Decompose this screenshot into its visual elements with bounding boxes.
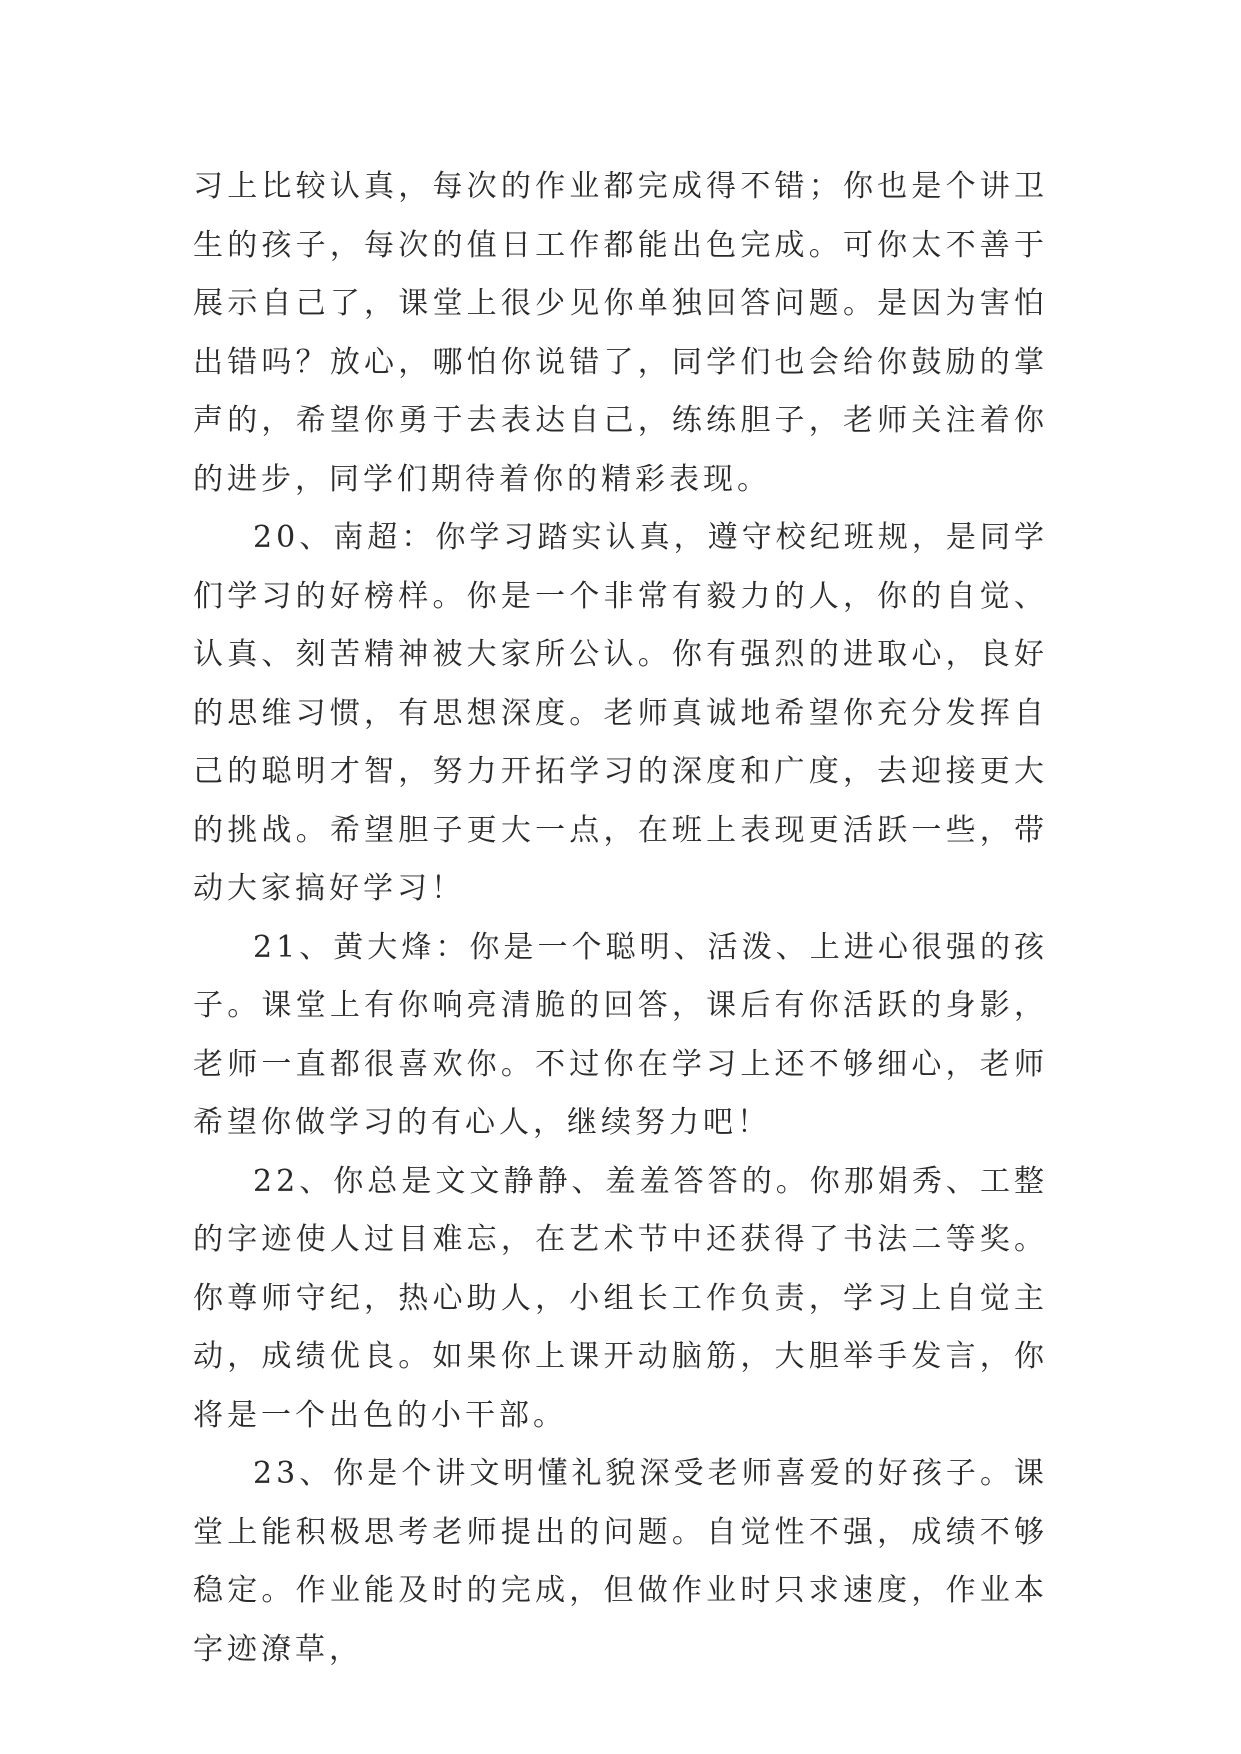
paragraph-20: 20、南超：你学习踏实认真，遵守校纪班规，是同学们学习的好榜样。你是一个非常有毅力的人，你的自觉、认真、刻苦精神被大家所公认。你有强烈的进取心，良好的思维习惯，有思想深度。老师真诚地希望你充分发挥自己的聪明才智，努力开拓学习的深度和广度，去迎接更大的挑战。希望胆子更大一点，在班上表现更活跃一些，带动大家搞好学习！: [193, 520, 1048, 906]
paragraph-21: 21、黄大烽：你是一个聪明、活泼、上进心很强的孩子。课堂上有你响亮清脆的回答，课后有你活跃的身影，老师一直都很喜欢你。不过你在学习上还不够细心，老师希望你做学习的有心人，继续努力吧！: [193, 929, 1048, 1140]
paragraph-22: 22、你总是文文静静、羞羞答答的。你那娟秀、工整的字迹使人过目难忘，在艺术节中还获得了书法二等奖。你尊师守纪，热心助人，小组长工作负责，学习上自觉主动，成绩优良。如果你上课开动脑筋，大胆举手发言，你将是一个出色的小干部。: [193, 1163, 1048, 1433]
document-body: [193, 158, 1048, 1679]
paragraph-continued: 习上比较认真，每次的作业都完成得不错；你也是个讲卫生的孩子，每次的值日工作都能出色完成。可你太不善于展示自己了，课堂上很少见你单独回答问题。是因为害怕出错吗？放心，哪怕你说错了，同学们也会给你鼓励的掌声的，希望你勇于去表达自己，练练胆子，老师关注着你的进步，同学们期待着你的精彩表现。: [193, 169, 1048, 497]
paragraph-23: 23、你是个讲文明懂礼貌深受老师喜爱的好孩子。课堂上能积极思考老师提出的问题。自觉性不强，成绩不够稳定。作业能及时的完成，但做作业时只求速度，作业本字迹潦草，: [193, 1456, 1048, 1667]
